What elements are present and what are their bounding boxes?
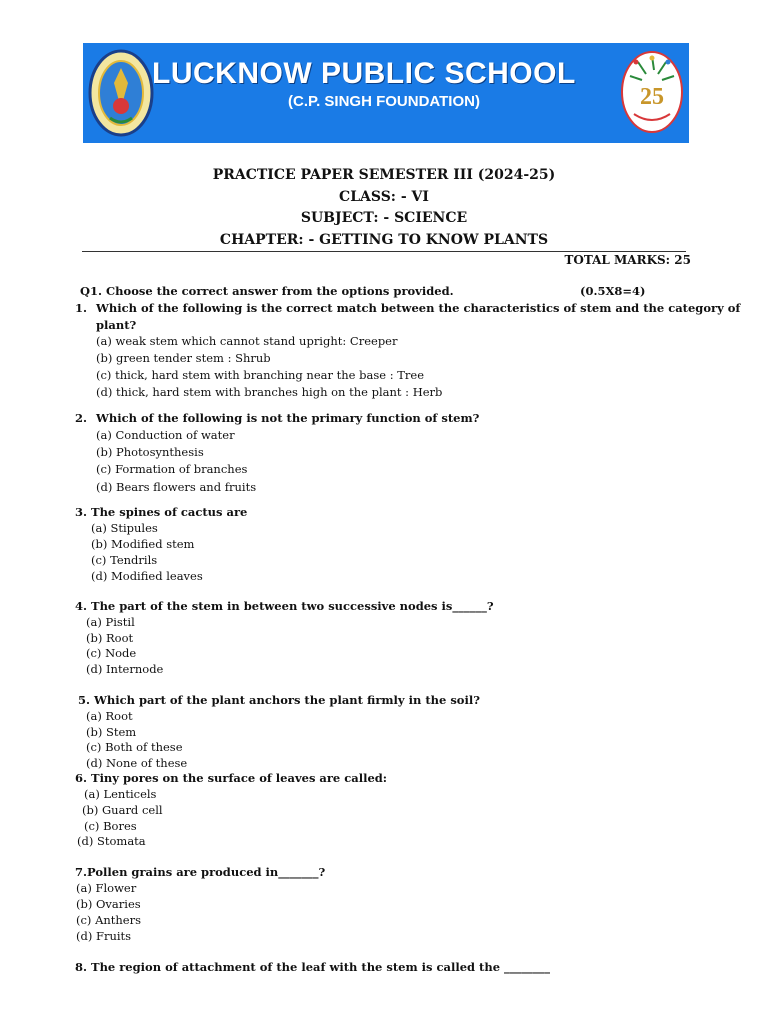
total-marks: TOTAL MARKS: 25 — [564, 253, 691, 267]
school-name: LUCKNOW PUBLIC SCHOOL — [152, 57, 576, 90]
question-1-text-continued: plant? — [96, 318, 137, 332]
question-3-option-a: (a) Stipules — [91, 521, 158, 535]
question-2-option-d: (d) Bears flowers and fruits — [96, 480, 257, 494]
question-6-text: 6. Tiny pores on the surface of leaves are called: — [75, 771, 388, 785]
question-3-option-c: (c) Tendrils — [91, 553, 158, 567]
question-7-text: 7.Pollen grains are produced in_______? — [75, 865, 326, 879]
chapter-heading: CHAPTER: - GETTING TO KNOW PLANTS — [219, 232, 549, 248]
question-4-option-a: (a) Pistil — [86, 615, 135, 629]
question-7-option-a: (a) Flower — [76, 881, 137, 895]
question-7-option-d: (d) Fruits — [76, 929, 132, 943]
question-4-option-d: (d) Internode — [86, 662, 164, 676]
question-1-option-c: (c) thick, hard stem with branching near the base : Tree — [96, 368, 425, 382]
question-6-option-a: (a) Lenticels — [84, 787, 157, 801]
class-heading: CLASS: - VI — [339, 189, 429, 205]
question-5-option-d: (d) None of these — [86, 756, 188, 770]
section-instruction: Q1. Choose the correct answer from the options provided. — [80, 284, 454, 298]
question-5-text: 5. Which part of the plant anchors the plant firmly in the soil? — [78, 693, 480, 707]
question-6-option-c: (c) Bores — [84, 819, 137, 833]
question-2-number: 2. — [75, 411, 88, 425]
heading-divider — [82, 251, 686, 252]
question-5-option-c: (c) Both of these — [86, 740, 183, 754]
foundation-name: (C.P. SINGH FOUNDATION) — [288, 93, 480, 110]
question-2-option-b: (b) Photosynthesis — [96, 445, 204, 459]
question-3-option-b: (b) Modified stem — [91, 537, 195, 551]
question-7-option-c: (c) Anthers — [76, 913, 142, 927]
anniversary-25-logo — [620, 48, 684, 136]
question-5-option-a: (a) Root — [86, 709, 133, 723]
question-1-option-d: (d) thick, hard stem with branches high on the plant : Herb — [96, 385, 443, 399]
paper-title: PRACTICE PAPER SEMESTER III (2024-25) — [212, 167, 556, 183]
anniversary-number: 25 — [640, 84, 664, 110]
question-4-text: 4. The part of the stem in between two successive nodes is______? — [75, 599, 494, 613]
question-5-option-b: (b) Stem — [86, 725, 137, 739]
question-6-option-d: (d) Stomata — [77, 834, 146, 848]
question-4-option-c: (c) Node — [86, 646, 137, 660]
question-1-text: Which of the following is the correct match between the characteristics of stem and the category of — [96, 301, 741, 315]
question-1-option-b: (b) green tender stem : Shrub — [96, 351, 271, 365]
question-3-option-d: (d) Modified leaves — [91, 569, 203, 583]
question-2-text: Which of the following is not the primary function of stem? — [96, 411, 480, 425]
question-6-option-b: (b) Guard cell — [82, 803, 163, 817]
question-7-option-b: (b) Ovaries — [76, 897, 141, 911]
question-1-option-a: (a) weak stem which cannot stand upright: Creeper — [96, 334, 398, 348]
question-2-option-a: (a) Conduction of water — [96, 428, 235, 442]
question-8-text: 8. The region of attachment of the leaf with the stem is called the ________ — [75, 960, 551, 974]
question-3-text: 3. The spines of cactus are — [75, 505, 248, 519]
question-4-option-b: (b) Root — [86, 631, 134, 645]
question-1-number: 1. — [75, 301, 88, 315]
subject-heading: SUBJECT: - SCIENCE — [300, 210, 468, 226]
question-2-option-c: (c) Formation of branches — [96, 462, 248, 476]
section-marks: (0.5X8=4) — [580, 284, 646, 298]
